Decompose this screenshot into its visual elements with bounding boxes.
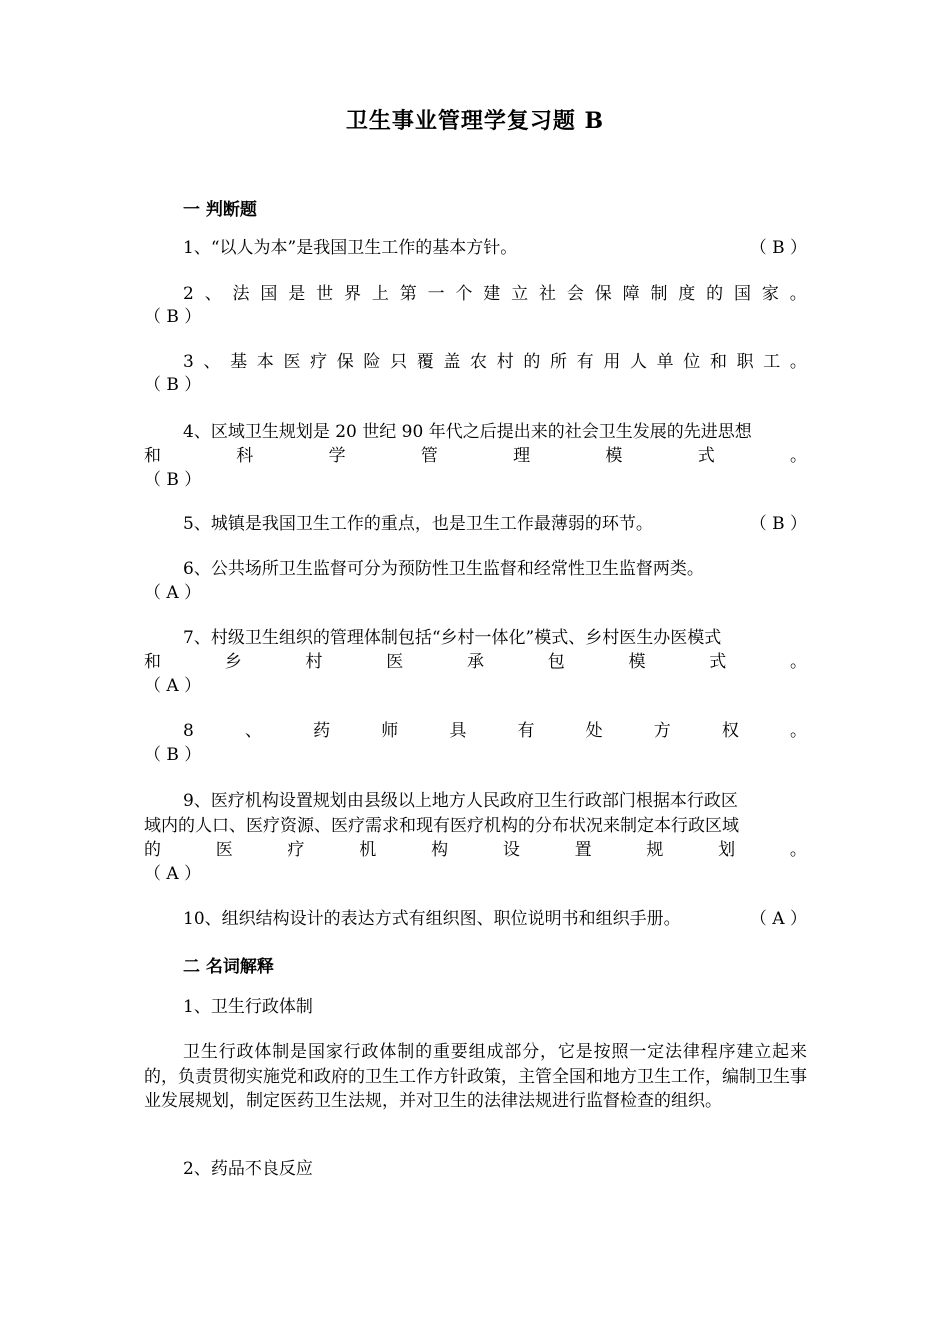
text-char: 具 (449, 721, 467, 741)
text-char: 盖 (443, 352, 461, 372)
text-char: 位 (683, 352, 701, 372)
question-8-answer: （ B ） (144, 745, 202, 765)
text-char: 建 (483, 284, 501, 304)
text-char: 构 (431, 840, 449, 860)
section-heading-terms: 二 名词解释 (183, 957, 274, 977)
text-char: 理 (513, 446, 531, 466)
text-char: 、 (203, 352, 221, 372)
text-char: 的 (523, 352, 541, 372)
term-1-heading: 1、卫生行政体制 (183, 997, 313, 1017)
text-char: 有 (517, 721, 535, 741)
text-char: 制 (650, 284, 668, 304)
document-title: 卫生事业管理学复习题 B (345, 108, 605, 134)
text-char: 界 (343, 284, 361, 304)
text-char: 式 (697, 446, 715, 466)
text-char: 。 (789, 721, 807, 741)
question-9-line-1: 9、医疗机构设置规划由县级以上地方人民政府卫生行政部门根据本行政区 (183, 791, 738, 811)
text-char: 险 (363, 352, 381, 372)
term-1-definition: 卫生行政体制是国家行政体制的重要组成部分，它是按照一定法律程序建立起来的，负责贯彻实施党和政府的卫生工作方针政策，主管全国和地方卫生工作，编制卫生事业发展规划，制定医药卫生法规，并对卫生的法律法规进行监督检查的组织。 (144, 1042, 807, 1111)
text-char: 村 (496, 352, 514, 372)
text-char: 的 (144, 840, 161, 860)
question-4-line-2 (144, 445, 807, 468)
text-char: 规 (646, 840, 664, 860)
text-char: 和 (144, 652, 161, 672)
text-char: 所 (550, 352, 568, 372)
text-char: 保 (594, 284, 612, 304)
text-char: 人 (629, 352, 647, 372)
question-4-line-1: 4、区域卫生规划是 20 世纪 90 年代之后提出来的社会卫生发展的先进思想 (183, 422, 752, 442)
question-3-answer: （ B ） (144, 375, 202, 395)
text-char: 机 (359, 840, 377, 860)
text-char: 乡 (224, 652, 242, 672)
text-char: 工 (763, 352, 781, 372)
text-char: 科 (236, 446, 254, 466)
question-answer: （ B ） (749, 238, 807, 258)
text-char: 只 (390, 352, 408, 372)
text-char: 是 (288, 284, 306, 304)
text-char: 医 (215, 840, 233, 860)
text-char: 上 (371, 284, 389, 304)
text-char: 医 (283, 352, 301, 372)
text-char: 本 (256, 352, 274, 372)
text-char: 单 (656, 352, 674, 372)
text-char: 管 (420, 446, 438, 466)
text-char: 划 (718, 840, 736, 860)
text-char: 处 (585, 721, 603, 741)
question-9-answer: （ A ） (144, 864, 202, 884)
question-3-line (183, 351, 807, 374)
text-char: 村 (305, 652, 323, 672)
text-char: 疗 (310, 352, 328, 372)
question-5 (183, 513, 807, 536)
text-char: 包 (547, 652, 565, 672)
text-char: 师 (381, 721, 399, 741)
text-char: 、 (244, 721, 262, 741)
text-char: 职 (736, 352, 754, 372)
question-text: 1、“以人为本”是我国卫生工作的基本方针。 (183, 238, 518, 258)
text-char: 覆 (416, 352, 434, 372)
text-char: 权 (721, 721, 739, 741)
text-char: 设 (502, 840, 520, 860)
text-char: 医 (386, 652, 404, 672)
text-char: 学 (328, 446, 346, 466)
text-char: 3 (183, 352, 194, 372)
question-9-line-3 (144, 839, 807, 862)
text-char: 度 (678, 284, 696, 304)
question-10 (183, 908, 807, 931)
text-char: 、 (204, 284, 222, 304)
question-answer: （ B ） (749, 514, 807, 534)
text-char: 置 (574, 840, 592, 860)
section-heading-judgment: 一 判断题 (183, 200, 257, 220)
text-char: 有 (576, 352, 594, 372)
text-char: 世 (316, 284, 334, 304)
text-char: 国 (734, 284, 752, 304)
text-char: 模 (628, 652, 646, 672)
text-char: 农 (470, 352, 488, 372)
text-char: 方 (653, 721, 671, 741)
text-char: 疗 (287, 840, 305, 860)
text-char: 的 (706, 284, 724, 304)
text-char: 式 (709, 652, 727, 672)
text-char: 模 (605, 446, 623, 466)
question-2-answer: （ B ） (144, 307, 202, 327)
text-char: 保 (336, 352, 354, 372)
question-text: 10、组织结构设计的表达方式有组织图、职位说明书和组织手册。 (183, 909, 681, 929)
text-char: 立 (511, 284, 529, 304)
text-char: 。 (789, 840, 807, 860)
text-char: 法 (232, 284, 250, 304)
text-char: 会 (566, 284, 584, 304)
text-char: 。 (789, 284, 807, 304)
term-2-heading: 2、药品不良反应 (183, 1159, 313, 1179)
question-2-line (183, 283, 807, 306)
question-6-line: 6、公共场所卫生监督可分为预防性卫生监督和经常性卫生监督两类。 (183, 559, 704, 579)
text-char: 。 (789, 446, 807, 466)
question-answer: （ A ） (749, 909, 807, 929)
text-char: 用 (603, 352, 621, 372)
text-char: 基 (230, 352, 248, 372)
text-char: 2 (183, 284, 194, 304)
text-char: 社 (539, 284, 556, 304)
question-6-answer: （ A ） (144, 583, 202, 603)
text-char: 和 (144, 446, 161, 466)
question-8-line (183, 720, 807, 743)
text-char: 和 (709, 352, 727, 372)
text-char: 第 (399, 284, 417, 304)
text-char: 承 (467, 652, 484, 672)
question-4-answer: （ B ） (144, 470, 202, 490)
question-9-line-2: 域内的人口、医疗资源、医疗需求和现有医疗机构的分布状况来制定本行政区域 (144, 816, 739, 836)
question-7-answer: （ A ） (144, 676, 202, 696)
question-7-line-1: 7、村级卫生组织的管理体制包括“乡村一体化”模式、乡村医生办医模式 (183, 628, 722, 648)
text-char: 。 (790, 652, 807, 672)
text-char: 国 (260, 284, 278, 304)
text-char: 。 (789, 352, 807, 372)
text-char: 8 (183, 721, 194, 741)
text-char: 一 (427, 284, 445, 304)
text-char: 药 (313, 721, 331, 741)
text-char: 障 (622, 284, 640, 304)
text-char: 个 (455, 284, 473, 304)
text-char: 家 (761, 284, 779, 304)
question-1 (183, 237, 807, 260)
question-7-line-2 (144, 651, 807, 674)
question-text: 5、城镇是我国卫生工作的重点，也是卫生工作最薄弱的环节。 (183, 514, 653, 534)
